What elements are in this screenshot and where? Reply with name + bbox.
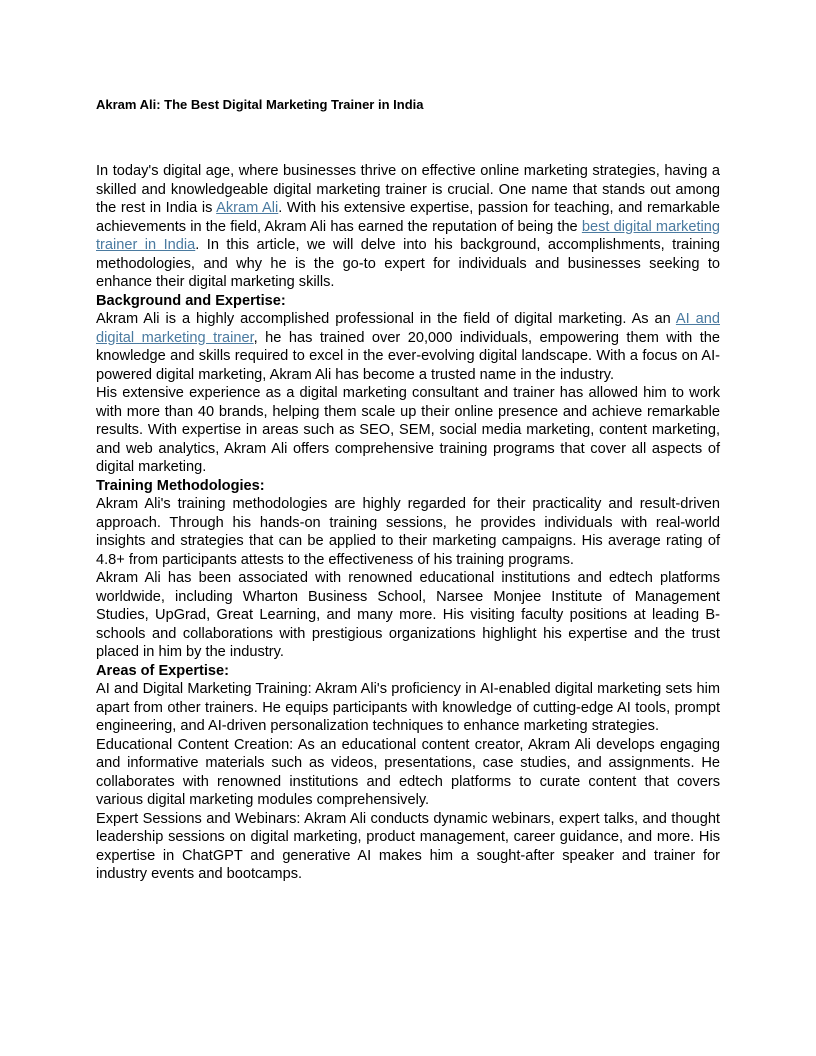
intro-text-1: In today's digital age, where businesses thrive on effective online marketing strategies, having a skilled and knowledgeable digital marketing trainer is crucial. One name that stands out among the rest in India is bbox=[96, 163, 720, 216]
training-paragraph-1: Akram Ali's training methodologies are highly regarded for their practicality and result-driven approach. Through his hands-on training sessions, he provides individuals with real-world insights and strategies that can be applied to their marketing campaigns. His average rating of 4.8+ from participants attests to the effectiveness of his training programs. bbox=[96, 496, 720, 568]
background-paragraph-2: His extensive experience as a digital marketing consultant and trainer has allowed him to work with more than 40 brands, helping them scale up their online presence and achieve remarkable results. With expertise in areas such as SEO, SEM, social media marketing, content marketing, and web analytics, Akram Ali offers comprehensive training programs that cover all aspects of digital marketing. bbox=[96, 385, 720, 475]
ai-trainer-link[interactable]: AI and digital marketing trainer bbox=[96, 311, 720, 346]
training-heading: Training Methodologies: bbox=[96, 477, 265, 494]
intro-text-2: . With his extensive expertise, passion for teaching, and remarkable achievements in the field, Akram Ali has earned the reputation of being the bbox=[96, 200, 720, 235]
intro-paragraph bbox=[96, 162, 720, 292]
intro-text-3: . In this article, we will delve into his background, accomplishments, training methodologies, and why he is the go-to expert for individuals and businesses seeking to enhance their digital marketing skills. bbox=[96, 237, 721, 290]
best-trainer-link[interactable]: best digital marketing trainer in India bbox=[96, 218, 720, 253]
areas-paragraph-2: Educational Content Creation: As an educational content creator, Akram Ali develops engaging and informative materials such as videos, presentations, case studies, and assignments. He collaborates with renowned institutions and edtech platforms to curate content that covers various digital marketing modules comprehensively. bbox=[96, 736, 720, 808]
areas-heading: Areas of Expertise: bbox=[96, 662, 230, 679]
background-heading: Background and Expertise: bbox=[96, 292, 286, 309]
document-page bbox=[96, 96, 720, 884]
akram-ali-link[interactable]: Akram Ali bbox=[216, 200, 279, 216]
areas-paragraph-3: Expert Sessions and Webinars: Akram Ali conducts dynamic webinars, expert talks, and thought leadership sessions on digital marketing, product management, career guidance, and more. His expertise in ChatGPT and generative AI makes him a sought-after speaker and trainer for industry events and bootcamps. bbox=[96, 810, 720, 882]
page-title: Akram Ali: The Best Digital Marketing Trainer in India bbox=[96, 97, 424, 112]
background-text-1: Akram Ali is a highly accomplished professional in the field of digital marketing. As an bbox=[96, 311, 676, 327]
article-body bbox=[96, 162, 720, 884]
training-paragraph-2: Akram Ali has been associated with renowned educational institutions and edtech platforms worldwide, including Wharton Business School, Narsee Monjee Institute of Management Studies, UpGrad, Great Learning, and many more. His visiting faculty positions at leading B-schools and collaborations with prestigious organizations highlight his expertise and the trust placed in him by the industry. bbox=[96, 570, 720, 660]
areas-paragraph-1: AI and Digital Marketing Training: Akram Ali's proficiency in AI-enabled digital marketing sets him apart from other trainers. He equips participants with knowledge of cutting-edge AI tools, prompt engineering, and AI-driven personalization techniques to enhance marketing strategies. bbox=[96, 681, 720, 734]
background-text-2: , he has trained over 20,000 individuals, empowering them with the knowledge and skills required to excel in the ever-evolving digital landscape. With a focus on AI-powered digital marketing, Akram Ali has become a trusted name in the industry. bbox=[96, 329, 720, 383]
background-paragraph-1 bbox=[96, 310, 720, 384]
